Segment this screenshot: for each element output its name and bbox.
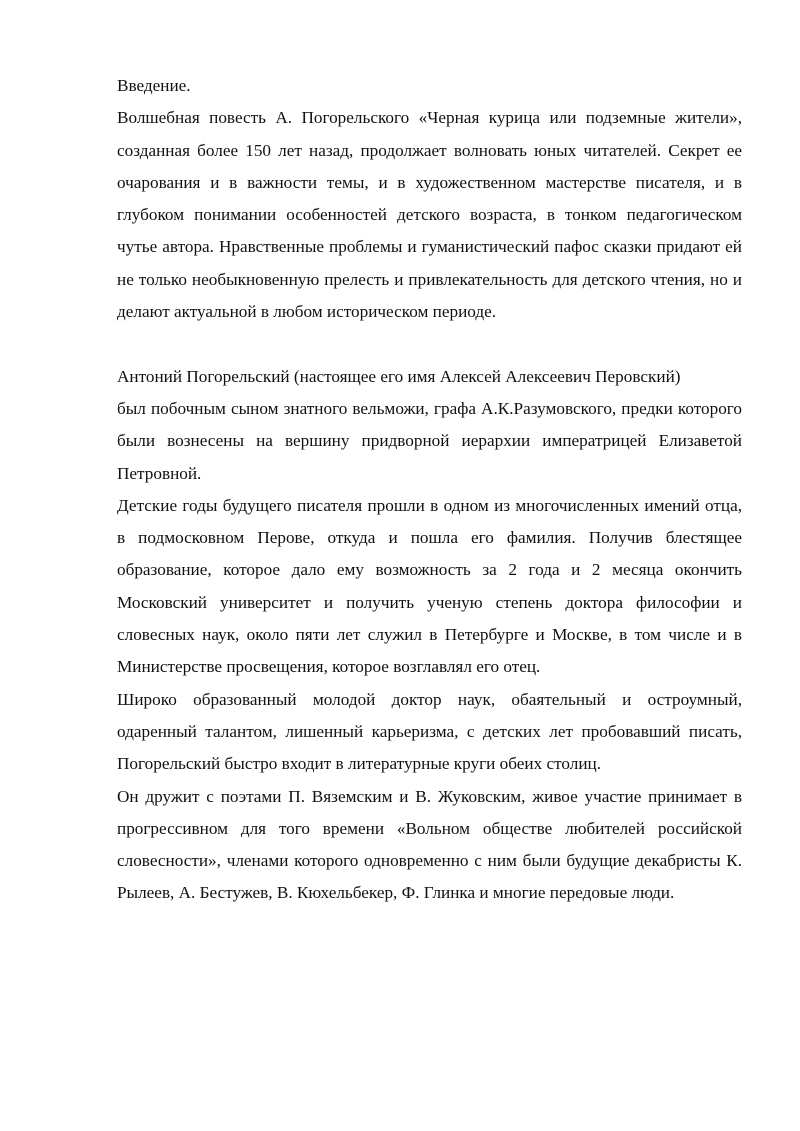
paragraph-character: Широко образованный молодой доктор наук, обаятельный и остроумный, одаренный талантом, лишенный карьеризма, с детских лет пробовавший писать, Погорельский быстро входит в литературные круги обеих столиц.: [117, 689, 742, 774]
paragraph-origin: был побочным сыном знатного вельможи, графа А.К.Разумовского, предки которого были вознесены на вершину придворной иерархии императрицей Елизаветой Петровной.: [117, 398, 742, 483]
paragraph-intro: Волшебная повесть А. Погорельского «Черная курица или подземные жители», созданная более 150 лет назад, продолжает волновать юных читателей. Секрет ее очарования и в важности темы, и в художественном мастерстве писателя, и в глубоком понимании особенностей детского возраста, в тонком педагогическом чутье автора. Нравственные проблемы и гуманистический пафос сказки придают ей не только необыкновенную прелесть и привлекательность для детского чтения, но и делают актуальной в любом историческом периоде.: [117, 108, 742, 322]
paragraph-circle: [117, 781, 742, 910]
paragraph-author-name: Антоний Погорельский (настоящее его имя Алексей Алексеевич Перовский): [117, 366, 681, 386]
document-body: [117, 70, 742, 910]
paragraph-childhood: Детские годы будущего писателя прошли в одном из многочисленных имений отца, в подмосковном Перове, откуда и пошла его фамилия. Получив блестящее образование, которое дало ему возможность за 2 года и 2 месяца окончить Московский университет и получить ученую степень доктора философии и словесных наук, около пяти лет служил в Петербурге и Москве, в том числе и в Министерстве просвещения, которое возглавлял его отец.: [117, 495, 742, 677]
paragraph-circle-text: Он дружит с поэтами П. Вяземским и В. Жуковским, живое участие принимает в прогрессивном для того времени «Вольном обществе любителей российской словесности», членами которого одновременно с ним были будущие декабристы К. Рылеев, А. Бестужев, В. Кюхельбекер, Ф. Глинка и многие передовые люди.: [117, 786, 742, 903]
section-heading: Введение.: [117, 76, 191, 95]
paragraph-spacer: [117, 328, 742, 360]
